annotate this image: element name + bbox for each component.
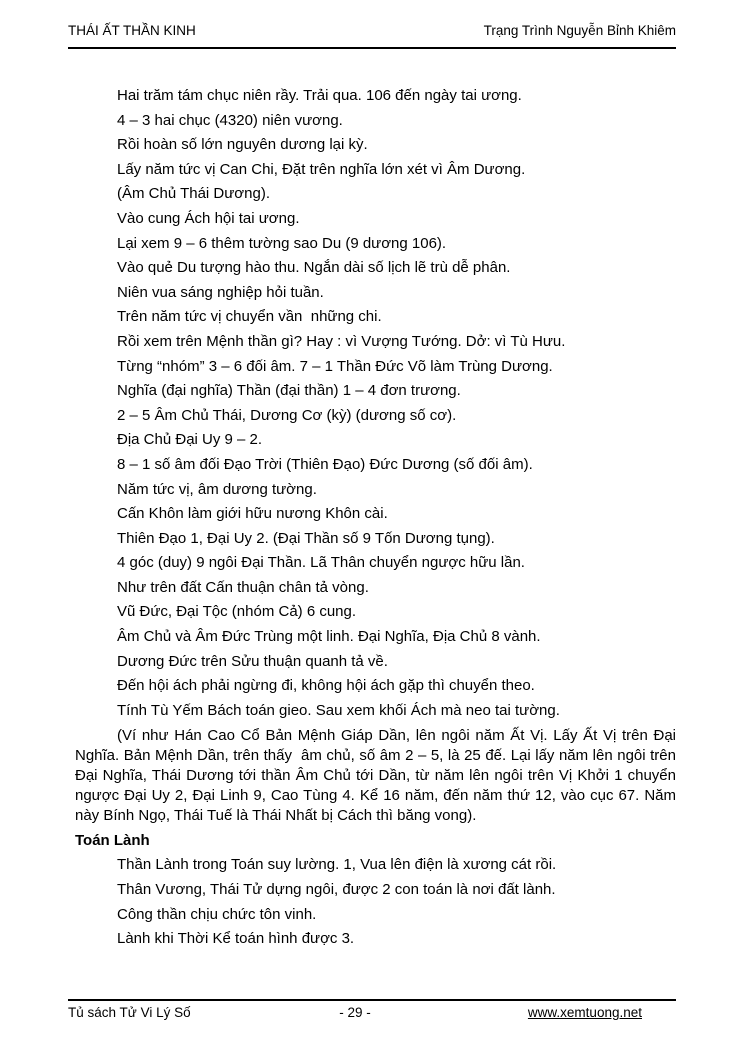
verse-line: 4 góc (duy) 9 ngôi Đại Thần. Lã Thân chuyển ngược hữu lần. — [117, 554, 525, 572]
verse-line: Đến hội ách phải ngừng đi, không hội ách gặp thì chuyển theo. — [117, 677, 535, 695]
verse-line: Thân Vương, Thái Tử dựng ngôi, được 2 con toán là nơi đất lành. — [117, 881, 556, 899]
verse-line: Địa Chủ Đại Uy 9 – 2. — [117, 431, 263, 449]
verse-line: Năm tức vị, âm dương tường. — [117, 480, 317, 498]
page-footer — [68, 999, 676, 1021]
verse-line: Niên vua sáng nghiệp hỏi tuần. — [117, 283, 324, 301]
page-header — [68, 22, 676, 49]
verse-line: Lành khi Thời Kể toán hình được 3. — [117, 930, 355, 948]
verse-line: Thần Lành trong Toán suy lường. 1, Vua lên điện là xương cát rồi. — [117, 856, 557, 874]
verse-line: Cấn Khôn làm giới hữu nương Khôn cài. — [117, 505, 388, 523]
section-heading: Toán Lành — [75, 832, 150, 850]
verse-line: Dương Đức trên Sửu thuận quanh tả về. — [117, 652, 388, 670]
verse-line: 4 – 3 hai chục (4320) niên vương. — [117, 111, 343, 129]
verse-line: Như trên đất Cấn thuận chân tả vòng. — [117, 578, 369, 596]
verse-list-2 — [75, 853, 676, 951]
header-title: THÁI ẤT THẦN KINH — [68, 23, 196, 38]
verse-line: Lấy năm tức vị Can Chi, Đặt trên nghĩa lớn xét vì Âm Dương. — [117, 160, 526, 178]
verse-line: (Âm Chủ Thái Dương). — [117, 185, 270, 203]
header-author: Trạng Trình Nguyễn Bỉnh Khiêm — [483, 23, 676, 38]
page-content — [75, 84, 681, 952]
footer-site — [451, 1005, 676, 1021]
verse-line: Vào quẻ Du tượng hào thu. Ngắn dài số lịch lẽ trù dễ phân. — [117, 259, 511, 277]
verse-line: 8 – 1 số âm đối Đạo Trời (Thiên Đạo) Đức Dương (số đối âm). — [117, 455, 533, 473]
verse-line: Trên năm tức vị chuyển vần những chi. — [117, 308, 382, 326]
example-paragraph: (Ví như Hán Cao Cổ Bản Mệnh Giáp Dần, lên ngôi năm Ất Vị. Lấy Ất Vị trên Đại Nghĩa. Bản Mệnh Dần, trên thấy âm chủ, số âm 2 – 5, là 25 đế. Lại lấy năm lên ngôi trên Đại Nghĩa, Thái Dương tới thần Âm Chủ tới Dần, từ năm lên ngôi trên Vị Khởi 1 chuyển ngược Đại Uy 2, Đại Linh 9, Cao Tùng 4. Kể 16 năm, đến năm thứ 12, vào cục 67. Năm này Bính Ngọ, Thái Tuế là Thái Nhất bị Cách thì băng vong). — [75, 727, 681, 824]
verse-line: Công thần chịu chức tôn vinh. — [117, 905, 317, 923]
verse-line: Hai trăm tám chục niên rầy. Trải qua. 106 đến ngày tai ương. — [117, 87, 522, 104]
verse-line: Lại xem 9 – 6 thêm tường sao Du (9 dương 106). — [117, 234, 447, 252]
verse-line: Vào cung Ách hội tai ương. — [117, 209, 300, 227]
verse-line: 2 – 5 Âm Chủ Thái, Dương Cơ (kỳ) (dương số cơ). — [117, 406, 457, 424]
verse-line: Âm Chủ và Âm Đức Trùng một linh. Đại Nghĩa, Địa Chủ 8 vành. — [117, 628, 541, 646]
footer-book-series: Tủ sách Tử Vi Lý Số — [68, 1005, 191, 1020]
verse-line: Tính Tù Yếm Bách toán gieo. Sau xem khối Ách mà neo tai tường. — [117, 701, 560, 719]
verse-line: Nghĩa (đại nghĩa) Thần (đại thần) 1 – 4 đơn trương. — [117, 382, 461, 400]
footer-site-link[interactable]: www.xemtuong.net — [527, 1005, 642, 1020]
verse-line: Thiên Đạo 1, Đại Uy 2. (Đại Thần số 9 Tốn Dương tụng). — [117, 529, 495, 547]
verse-line: Từng “nhóm” 3 – 6 đối âm. 7 – 1 Thần Đức Võ làm Trùng Dương. — [117, 357, 553, 375]
verse-line: Rồi hoàn số lớn nguyên dương lại kỳ. — [117, 136, 368, 154]
footer-page-number: - 29 - — [339, 1005, 371, 1020]
verse-line: Rồi xem trên Mệnh thần gì? Hay : vì Vượng Tướng. Dở: vì Tù Hưu. — [117, 332, 566, 350]
verse-line: Vũ Đức, Đại Tộc (nhóm Cả) 6 cung. — [117, 603, 357, 621]
verse-list — [75, 84, 676, 723]
